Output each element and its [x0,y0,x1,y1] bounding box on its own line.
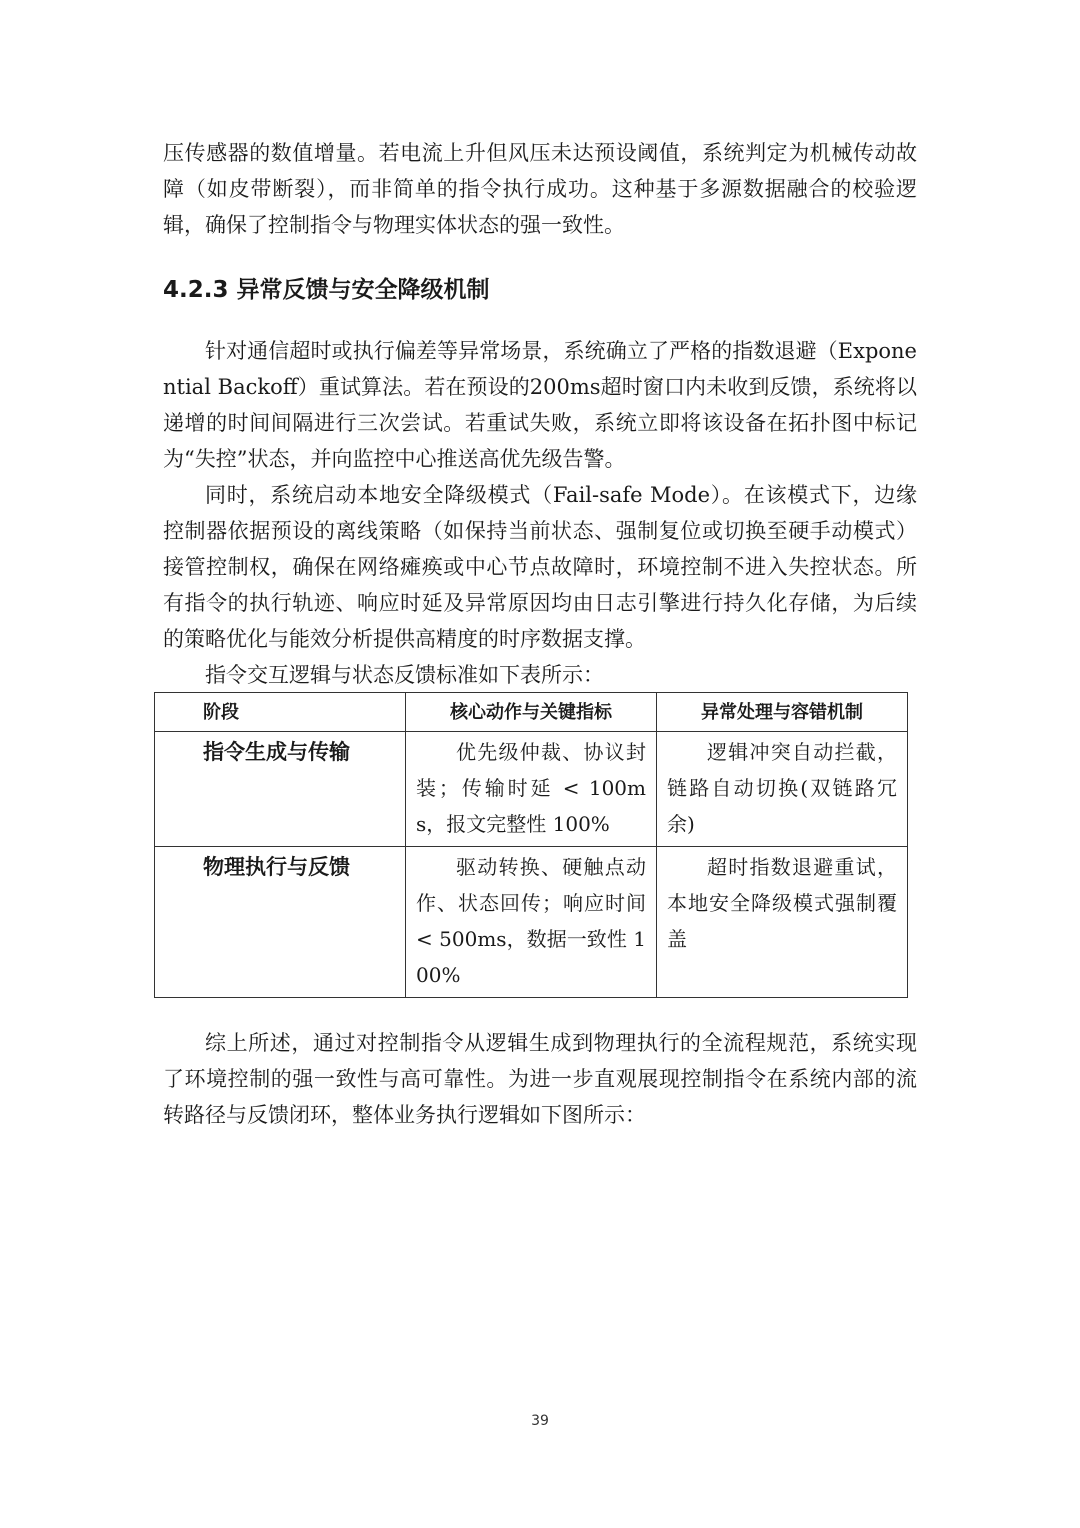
header-stage: 阶段 [155,693,406,732]
core-action-cell: 驱动转换、硬触点动作、状态回传；响应时间 < 500ms，数据一致性 100% [406,847,657,998]
core-action-cell: 优先级仲裁、协议封装；传输时延 < 100ms，报文完整性 100% [406,732,657,847]
table-row [155,732,908,847]
paragraph-summary: 综上所述，通过对控制指令从逻辑生成到物理执行的全流程规范，系统实现了环境控制的强一致性与高可靠性。为进一步直观展现控制指令在系统内部的流转路径与反馈闭环，整体业务执行逻辑如下图所示： [163,1031,917,1127]
exception-cell: 超时指数退避重试，本地安全降级模式强制覆盖 [657,847,908,998]
table-header-row [155,693,908,732]
section-heading [163,272,490,308]
exception-cell: 逻辑冲突自动拦截，链路自动切换(双链路冗余) [657,732,908,847]
paragraph-retry: 针对通信超时或执行偏差等异常场景，系统确立了严格的指数退避（Exponential Backoff）重试算法。若在预设的200ms超时窗口内未收到反馈，系统将以递增的时间间隔进行三次尝试。若重试失败，系统立即将该设备在拓扑图中标记为“失控”状态，并向监控中心推送高优先级告警。 [163,339,917,471]
paragraph-table-intro: 指令交互逻辑与状态反馈标准如下表所示： [205,663,604,687]
page-number: 39 [531,1413,549,1429]
stage-cell: 物理执行与反馈 [155,847,406,998]
section-number: 4.2.3 [163,277,229,303]
header-exception-handling: 异常处理与容错机制 [657,693,908,732]
paragraph-intro: 压传感器的数值增量。若电流上升但风压未达预设阈值，系统判定为机械传动故障（如皮带断裂），而非简单的指令执行成功。这种基于多源数据融合的校验逻辑，确保了控制指令与物理实体状态的强一致性。 [163,141,917,237]
stage-cell: 指令生成与传输 [155,732,406,847]
interaction-standards-table [154,692,908,998]
header-core-action: 核心动作与关键指标 [406,693,657,732]
paragraph-failsafe: 同时，系统启动本地安全降级模式（Fail-safe Mode）。在该模式下，边缘控制器依据预设的离线策略（如保持当前状态、强制复位或切换至硬手动模式）接管控制权，确保在网络瘫痪或中心节点故障时，环境控制不进入失控状态。所有指令的执行轨迹、响应时延及异常原因均由日志引擎进行持久化存储，为后续的策略优化与能效分析提供高精度的时序数据支撑。 [163,483,917,651]
section-title: 异常反馈与安全降级机制 [236,277,490,303]
table-row [155,847,908,998]
